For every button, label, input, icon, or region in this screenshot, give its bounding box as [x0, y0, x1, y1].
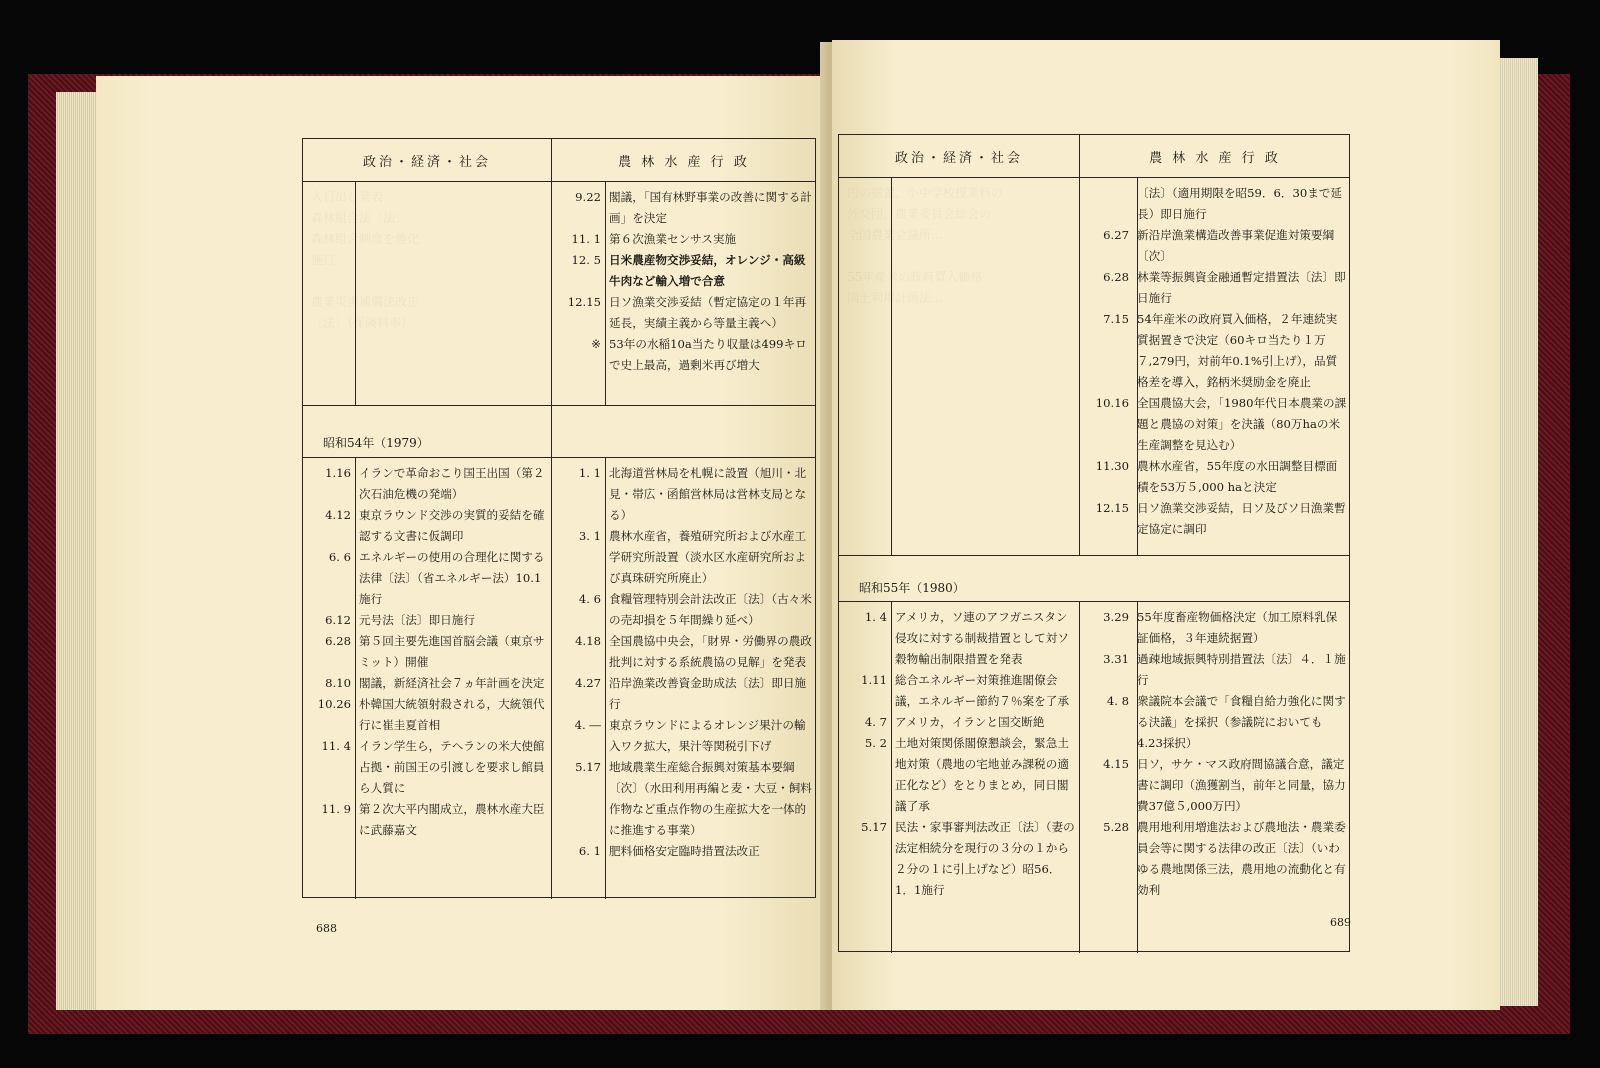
list-item: ※ 53年の水稲10a当たり収量は499キロで史上最高，過剰米再び増大	[591, 337, 807, 372]
list-item: 4. 7 アメリカ，イランと国交断絶	[864, 715, 1045, 729]
list-item: 6. 6 エネルギーの使用の合理化に関する法律〔法〕（省エネルギー法）10.1 施行	[328, 550, 545, 606]
list-item: 8.10 閣議，新経済社会７ヵ年計画を決定	[325, 676, 545, 690]
list-item: 6.28 林業等振興資金融通暫定措置法〔法〕即日施行	[1103, 270, 1346, 305]
agri-list-top	[1085, 183, 1347, 540]
list-item: 6.12 元号法〔法〕即日施行	[325, 613, 475, 627]
agri-list	[1085, 607, 1347, 901]
list-item: 11. 9 第２次大平内閣成立，農林水産大臣に武藤嘉文	[321, 802, 545, 837]
column-divider	[1079, 135, 1080, 555]
page-edges-right	[1494, 58, 1538, 1006]
agri-list	[557, 463, 813, 862]
list-item: 4. ― 東京ラウンドによるオレンジ果汁の輸入ワク拡大，果汁等関税引下げ	[574, 718, 806, 753]
list-item: 1. 4 アメリカ，ソ連のアフガニスタン侵攻に対する制裁措置として対ソ穀物輸出制限措置を発表	[864, 610, 1069, 666]
list-item: 4. 6 食糧管理特別会計法改正〔法〕（古々米の売却損を５年間繰り延べ）	[578, 592, 812, 627]
era-rule-top	[303, 405, 815, 406]
list-item: 10.26 朴韓国大統領射殺される，大統領代行に崔圭夏首相	[317, 697, 545, 732]
list-item: 3. 1 農林水産省，養殖研究所および水産工学研究所設置（淡水区水産研究所および真珠研究所廃止）	[578, 529, 807, 585]
list-item: 4.15 日ソ，サケ・マス政府間協議合意，議定書に調印（漁獲割当，前年と同量，協力費37億５,000万円）	[1103, 757, 1346, 813]
era-label: 昭和55年（1980）	[859, 581, 965, 595]
page-number: 689	[1330, 916, 1351, 929]
header-politics: 政治・経済・社会	[362, 154, 491, 170]
list-item: 6. 1 肥料価格安定臨時措置法改正	[578, 844, 760, 858]
list-item: 11.30 農林水産省，55年度の水田調整目標面積を53万５,000 haと決定	[1095, 459, 1338, 494]
list-item: 10.16 全国農協大会，「1980年代日本農業の課題と農協の対策」を決議（80万haの米生産調整を見込む）	[1095, 396, 1347, 452]
politics-list	[307, 463, 547, 841]
list-item: 1.11 総合エネルギー対策推進閣僚会議，エネルギー節約７％案を了承	[861, 673, 1069, 708]
right-page	[832, 40, 1500, 1010]
bleed-through: 入目出し発表 森林組合法〔法〕 森林組合制度を強化 施行 農業災害補償法改正 〔法〕（保険料率）	[311, 190, 420, 330]
list-item: 5.17 地域農業生産総合振興対策基本要綱〔次〕（水田利用再編と麦・大豆・飼料作物など重点作物の生産拡大を一体的に推進する事業）	[575, 760, 812, 837]
list-item: 11. 1 第６次漁業センサス実施	[571, 232, 737, 246]
list-item: 12.15 日ソ漁業交渉妥結（暫定協定の１年再延長，実績主義から等量主義へ）	[567, 295, 807, 330]
list-item: 6.28 第５回主要先進国首脳会議（東京サミット）開催	[325, 634, 545, 669]
era-rule-top	[839, 555, 1349, 556]
list-item: 3.31 過疎地域振興特別措置法〔法〕４．１施行	[1103, 652, 1346, 687]
right-table	[838, 134, 1350, 952]
agri-list-top	[557, 187, 813, 376]
list-item: 3.29 55年度畜産物価格決定（加工原料乳保証価格，３年連続据置）	[1103, 610, 1338, 645]
list-item: 9.22 閣議，「国有林野事業の改善に関する計画」を決定	[575, 190, 812, 225]
header-rule	[303, 181, 815, 182]
list-item: 6.27 新沿岸漁業構造改善事業促進対策要綱〔次〕	[1103, 228, 1335, 263]
list-item: 1.16 イランで革命おこり国王出国（第２次石油危機の発端）	[325, 466, 545, 501]
header-politics: 政治・経済・社会	[894, 150, 1023, 166]
header-agri: 農 林 水 産 行 政	[618, 154, 750, 170]
list-item: 12.15 日ソ漁業交渉妥結，日ソ及びソ日漁業暫定協定に調印	[1095, 501, 1346, 536]
era-label: 昭和54年（1979）	[323, 436, 429, 450]
column-divider	[1079, 601, 1080, 953]
left-page	[96, 76, 828, 1010]
list-item: 4. 8 衆議院本会議で「食糧自給力強化に関する決議」を採択（参議院においても4.23採択）	[1106, 694, 1346, 750]
era-rule-bottom	[303, 457, 815, 458]
era-rule-bottom	[839, 601, 1349, 602]
list-item: 7.15 54年産米の政府買入価格，２年連続実質据置きで決定（60キロ当たり１万７,279円，対前年0.1%引上げ），品質格差を導入，銘柄米奨励金を廃止	[1103, 312, 1338, 389]
bleed-through: 円の据置，小中学校授業料の 外交団，農業委員会総会の 全国農業会議所... 55年産米の政府買入価格 国土利用計画法...	[847, 186, 1004, 305]
list-item: 4.27 沿岸漁業改善資金助成法〔法〕即日施行	[575, 676, 807, 711]
column-divider	[551, 139, 552, 899]
list-item: 4.18 全国農協中央会，「財界・労働界の農政批判に対する系統農協の見解」を発表	[575, 634, 812, 669]
list-item: 5. 2 土地対策関係閣僚懇談会，緊急土地対策（農地の宅地並み課税の適正化など）をとりまとめ，同日閣議了承	[864, 736, 1069, 813]
list-item: 1. 1 北海道営林局を札幌に設置（旭川・北見・帯広・函館営林局は営林支局となる）	[578, 466, 807, 522]
politics-list	[843, 607, 1075, 901]
list-item: 5.17 民法・家事審判法改正〔法〕（妻の法定相続分を現行の３分の１から２分の１に引上げなど）昭56．1．1施行	[861, 820, 1075, 897]
list-item: 5.28 農用地利用増進法および農地法・農業委員会等に関する法律の改正〔法〕（いわゆる農地関係三法，農用地の流動化と有効利	[1103, 820, 1346, 897]
list-item: 11. 4 イラン学生ら，テヘランの米大使館占拠・前国王の引渡しを要求し館員ら人質に	[321, 739, 545, 795]
header-rule	[839, 177, 1349, 178]
list-item: 4.12 東京ラウンド交渉の実質的妥結を確認する文書に仮調印	[325, 508, 545, 543]
header-agri: 農 林 水 産 行 政	[1149, 150, 1281, 166]
left-table	[302, 138, 816, 898]
list-item: 〔法〕（適用期限を昭59．6．30まで延長）即日施行	[1137, 186, 1342, 221]
page-number: 688	[316, 922, 337, 935]
list-item: 12. 5 日米農産物交渉妥結，オレンジ・高級牛肉など輸入増で合意	[571, 253, 806, 288]
